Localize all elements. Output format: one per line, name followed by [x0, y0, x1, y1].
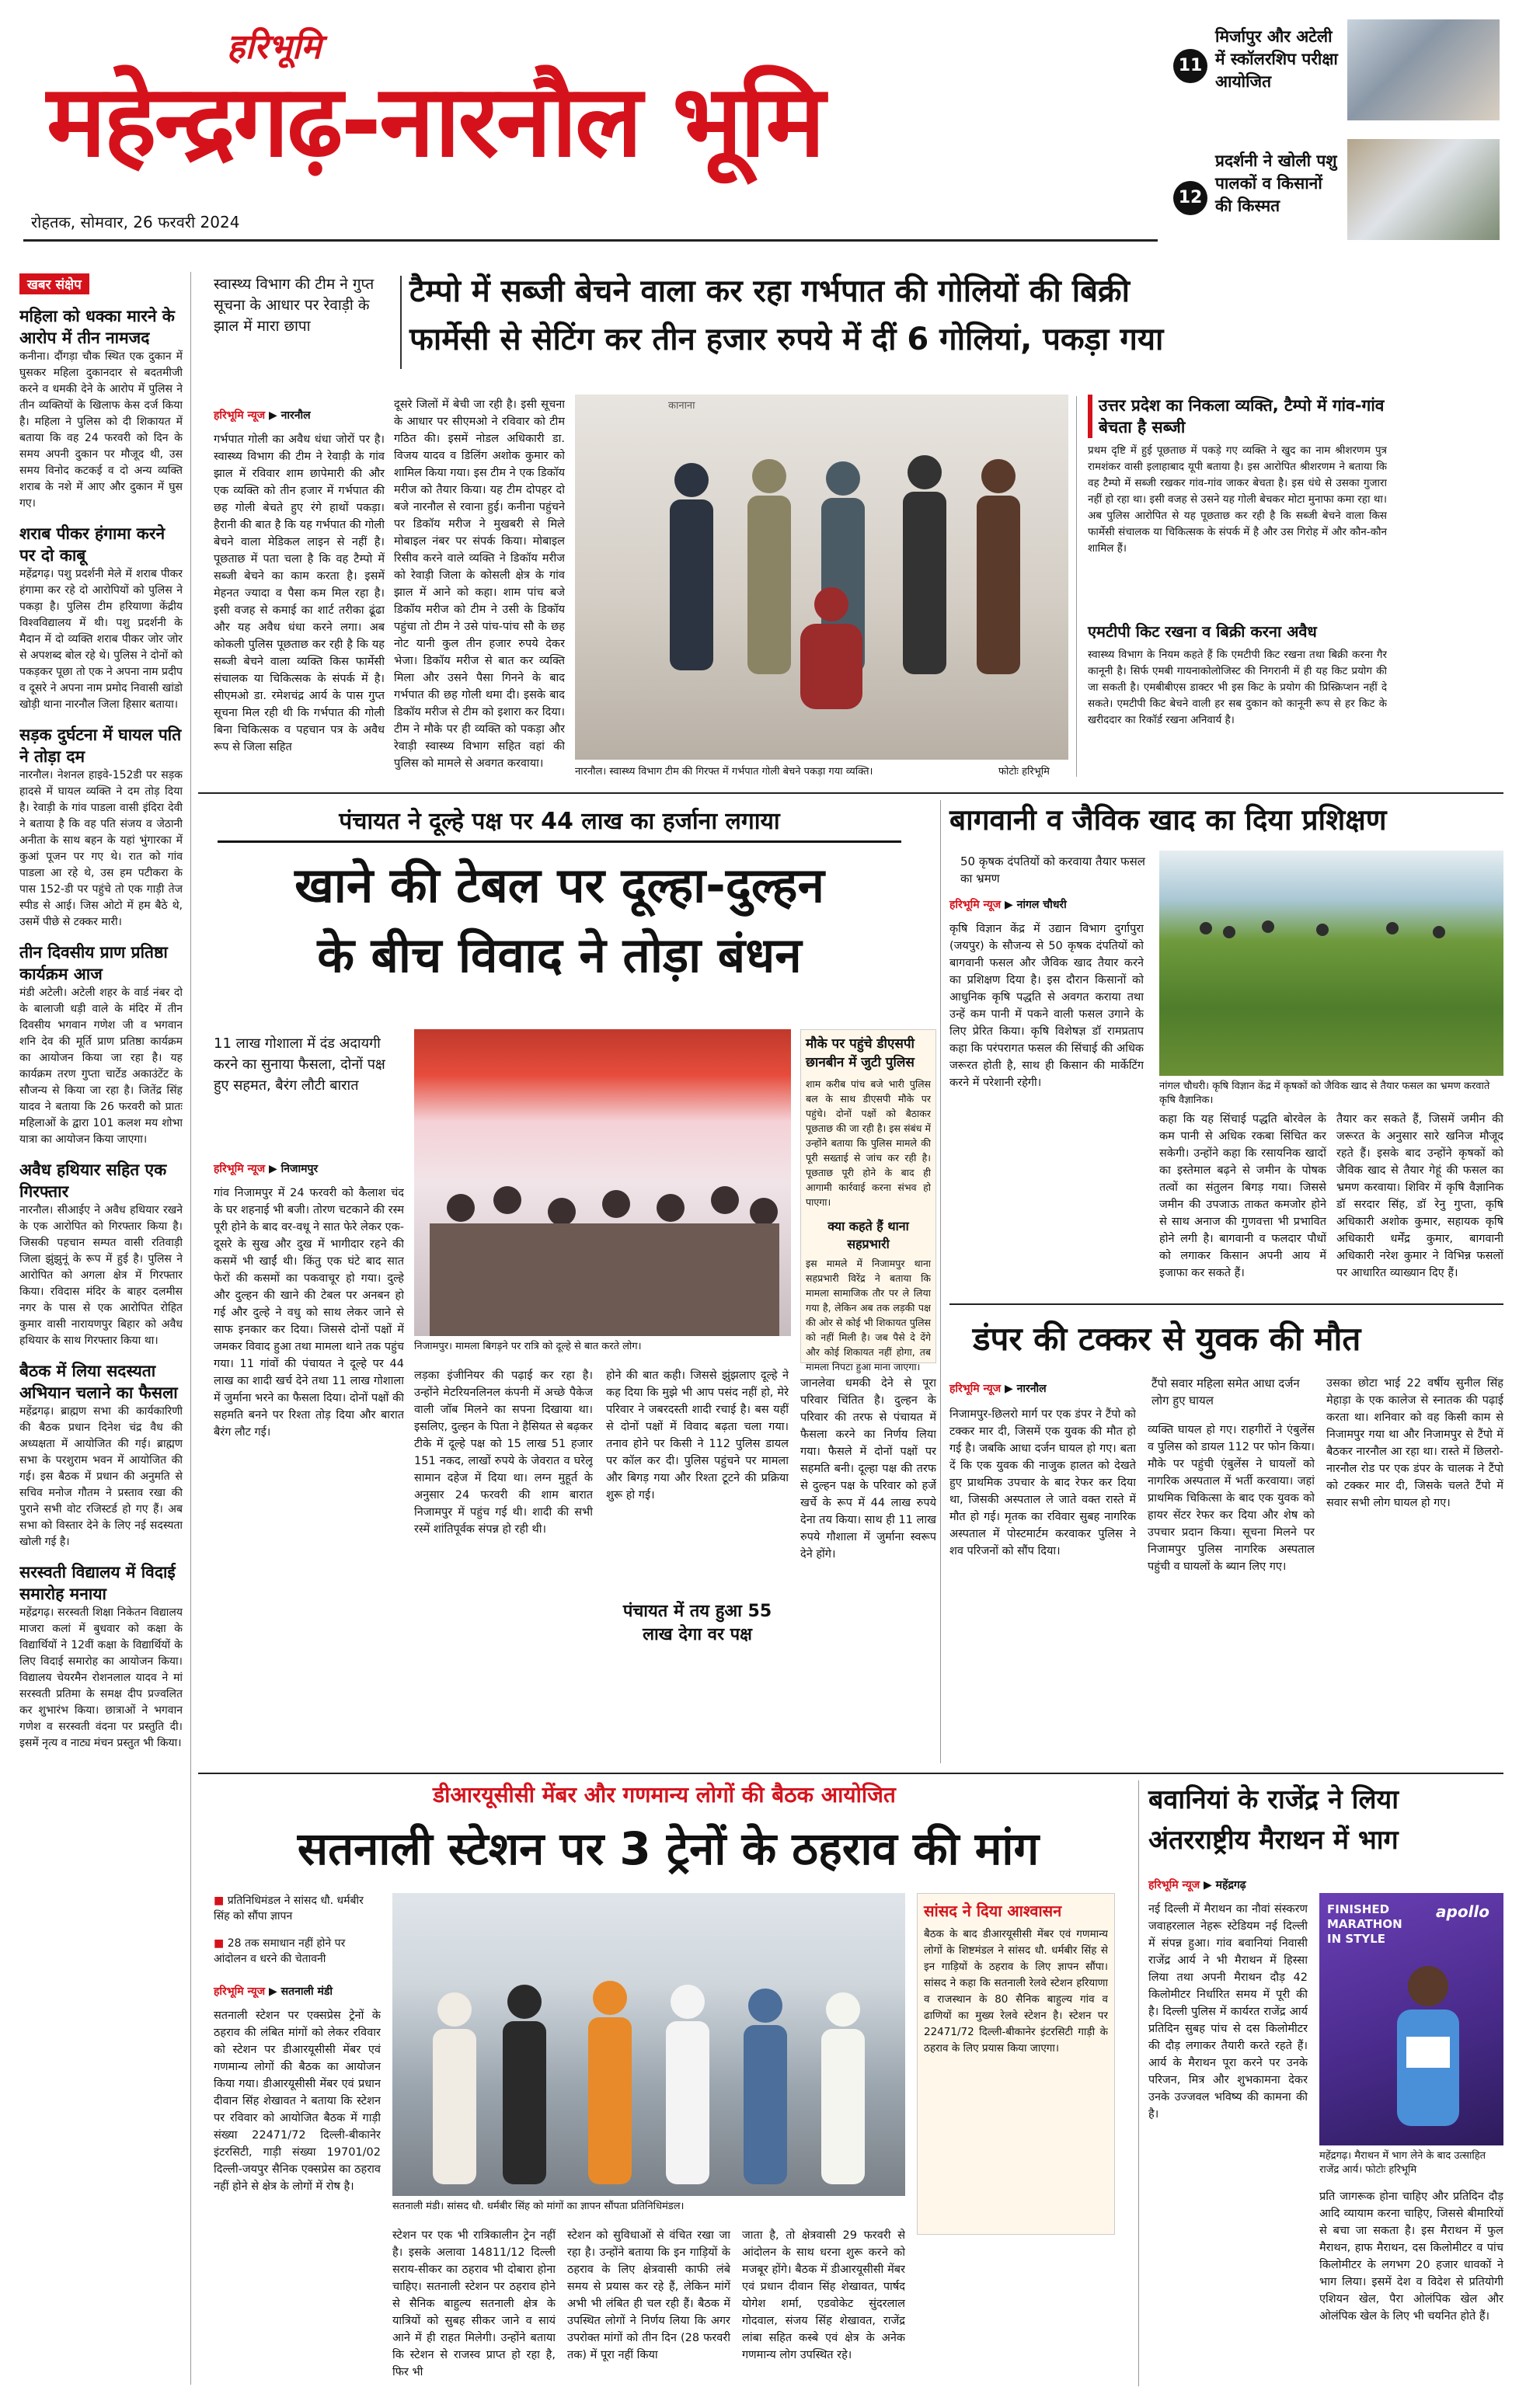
farm-col-1: कृषि विज्ञान केंद्र में उद्यान विभाग दुर्गापुरा (जयपुर) के सौजन्य से 50 कृषक दंपतियों को बागवानी फसल और जैविक खाद तैयार करने का प्रशिक्षण दिया है। इस दौरान किसानों को आधुनिक कृषि पद्धति से अवगत कराया तथा उन्हें कम पानी में पकने वाली फसल उगाने के लिए प्रेरित किया। कृषि विशेषज्ञ डॉ रामप्रताप कहा कि परंपरागत फसल की सिंचाई की अधिक जरूरत होती है, साथ ही किसान की मार्केटिंग करने में परेशानी रहेगी। [949, 923, 1144, 1089]
station-photo [392, 1893, 905, 2196]
marathon-photo-caption: महेंद्रगढ़। मैराथन में भाग लेने के बाद उत्साहित राजेंद्र आर्य। फोटोः हरिभूमि [1319, 2150, 1486, 2176]
brief-headline: सरस्वती विद्यालय में विदाई समारोह मनाया [19, 1563, 176, 1603]
wedding-col-2: लड़का इंजीनियर की पढ़ाई कर रहा है। उन्होंने मेटरियनलिनल कंपनी में अच्छे पैकेज वाली जॉब मिलने का सपना दिखाया था। इसलिए, दुल्हन के पिता ने हैसियत से बढ़कर टीके में दूल्हे पक्ष को 15 लाख 51 हजार 151 नकद, लाखों रुपये के जेवरात व घरेलू सामान दहेज में दिया था। लग्न मुहूर्त के अनुसार 24 फरवरी की शाम बारात निजामपुर में पहुंच गई थी। शादी की सभी रस्में शांतिपूर्वक संपन्न हो रही थी। [414, 1369, 593, 1536]
wedding-headline: खाने की टेबल पर दूल्हा-दुल्हन [294, 857, 824, 913]
lead-col-1: गर्भपात गोली का अवैध धंधा जोरों पर है। स्वास्थ्य विभाग की टीम ने रेवाड़ी के गांव झाल में रविवार शाम छापेमारी की और एक व्यक्ति को तीन हजार में गर्भपात की छह गोली बेचते हुए रंगे हाथों पकड़ा। हैरानी की बात है कि यह गर्भपात की गोली बेचने वाला मेडिकल लाइन से नहीं है। पूछताछ में पता चला है कि वह टैम्पो में सब्जी बेचने का काम करता है। इसमें मेहनत ज्यादा व पैसा कम मिल रहा है। इसी वजह से कमाई का शार्ट तरीका ढूंढा और यह अवैध धंधा करने लगा। अब कोकली पुलिस पूछताछ कर रही है कि यह सब्जी बेचने वाला व्यक्ति किस फार्मेसी संचालक या चिकित्सक के संपर्क में है। सीएमओ डा. रमेशचंद्र आर्य के पास गुप्त सूचना मिल रही थी कि गर्भपात की गोली बिना चिकित्सक व पहचान पत्र के अवैध रूप से जिला सहित [214, 433, 385, 753]
wedding-col-4: जानलेवा धमकी देने से पूरा परिवार चिंतित है। दुल्हन के परिवार की तरफ से पंचायत में फैसला करने का निर्णय लिया गया। फैसले में दोनों पक्षों पर सहमति बनी। दूल्हा पक्ष की तरफ से दुल्हन पक्ष के परिवार को हर्जे खर्चे के रूप में 44 लाख रुपये देना तय किया। साथ ही 11 लाख रुपये गौशाला में जुर्माना स्वरूप देने होंगे। [800, 1377, 936, 1561]
teaser-photo [1347, 139, 1500, 240]
wedding-col-3: होने की बात कही। जिससे झुंझलाए दूल्हे ने कह दिया कि मुझे भी आप पसंद नहीं हो, मेरे परिवार ने जबरदस्ती शादी रचाई है। बस यहीं से दोनों पक्षों में विवाद बढ़ता चला गया। तनाव होने पर किसी ने 112 पुलिस डायल पर कॉल कर दी। पुलिस पहुंचने पर मामला और बिगड़ गया और रिश्ता टूटने की प्रक्रिया शुरू हो गई। [606, 1369, 789, 1502]
teaser-photo [1347, 19, 1500, 120]
briefs-column [19, 273, 183, 2371]
page-title: महेन्द्रगढ़-नारनौल भूमि [47, 64, 824, 179]
teaser-page-badge: 11 [1173, 49, 1207, 83]
lead-photo-credit: फोटोः हरिभूमि [998, 766, 1050, 778]
marathon-byline: हरिभूमि न्यूज ▶ महेंद्रगढ़ [1148, 1879, 1246, 1891]
lead-headline-2: फार्मेसी से सेटिंग कर तीन हजार रुपये में दीं 6 गोलियां, पकड़ा गया [409, 322, 1164, 357]
brief-body: नारनौल। सीआईए ने अवैध हथियार रखने के एक आरोपित को गिरफ्तार किया है। जिसकी पहचान सम्पत वासी रतिवाड़ी जिला झुंझुनूं के रूप में हुई है। पुलिस ने आरोपित को अगला क्षेत्र में गिरफ्तार किया। रविदास मंदिर के बाहर दलमीस नगर के पास से एक आरोपित रोहित कुमार वासी नारायणपुर बिहार को अवैध हथियार के साथ गिरफ्तार किया था। [19, 1204, 183, 1347]
wedding-headline-2: के बीच विवाद ने तोड़ा बंधन [317, 927, 802, 983]
marathon-banner-brand: apollo [1436, 1902, 1490, 1921]
brief-headline: तीन दिवसीय प्राण प्रतिष्ठा कार्यक्रम आज [19, 943, 168, 983]
brief-body: महेंद्रगढ़। सरस्वती शिक्षा निकेतन विद्यालय माजरा कलां में बुधवार को कक्षा के विद्यार्थियों ने 12वीं कक्षा के विद्यार्थियों के लिए विदाई समारोह का आयोजन किया। विद्यालय चेयरमैन रोशनलाल यादव ने मां सरस्वती प्रतिमा के समक्ष दीप प्रज्वलित कर शुभारंभ किया। छात्राओं ने भगवान गणेश व सरस्वती वंदना पर प्रस्तुति दी। इसमें नृत्य व नाट्य मंचन प्रस्तुत भी किया। [19, 1606, 183, 1749]
farm-photo [1159, 851, 1503, 1076]
brief-headline: शराब पीकर हंगामा करने पर दो काबू [19, 524, 165, 565]
station-bullet-1: ■ प्रतिनिधिमंडल ने सांसद धौ. धर्मबीर सिंह को सौंपा ज्ञापन [214, 1895, 364, 1923]
lead-side-head: उत्तर प्रदेश का निकला व्यक्ति, टैम्पो में गांव-गांव बेचता है सब्जी [1088, 395, 1391, 438]
wedding-summary: 11 लाख गोशाला में दंड अदायगी करने का सुनाया फैसला, दोनों पक्ष हुए सहमत, बैरंग लौटी बारात [214, 1035, 385, 1094]
brief-body: महेंद्रगढ़। पशु प्रदर्शनी मेले में शराब पीकर हंगामा कर रहे दो आरोपियों को पुलिस ने पकड़ा है। पुलिस टीम हरियाणा केंद्रीय विश्वविद्यालय में थी। पशु प्रदर्शनी के मैदान में दो व्यक्ति शराब पीकर जोर जोर से अपशब्द बोल रहे थे। पुलिस ने दोनों को पकड़कर पूछा तो एक ने अपना नाम प्रदीप व दूसरे ने अपना नाम प्रमोद निवासी खांडो खोड़ी थाना नारनौल जिला हिसार बताया। [19, 568, 183, 711]
farm-photo-people [1159, 851, 1503, 1076]
brief-headline: अवैध हथियार सहित एक गिरफ्तार [19, 1161, 167, 1201]
dumper-headline: डंपर की टक्कर से युवक की मौत [973, 1320, 1361, 1358]
teaser-1[interactable] [1173, 19, 1500, 124]
brief-body: महेंद्रगढ़। ब्राह्मण सभा की कार्यकारिणी की बैठक प्रधान दिनेश चंद्र वैध की अध्यक्षता में आयोजित की गई। ब्राह्मण सभा के परशुराम भवन में आयोजित की गई। इस बैठक में प्रधान की अनुमति से सचिव मनोज गौतम ने प्रस्ताव रखा की पुराने सभी वोट रजिस्टर्ड हो गए हैं। अब सभा को विस्तार देने के लिए नई सदस्यता खोली गई है। [19, 1405, 183, 1548]
wedding-box [800, 1029, 936, 1373]
marathon-story [1148, 1780, 1503, 2394]
brief-body: कनीना। दौंगड़ा चौक स्थित एक दुकान में घुसकर महिला दुकानदार से बदतमीजी करने व धमकी देने के आरोप में पुलिस ने तीन व्यक्तियों के खिलाफ केस दर्ज किया है। महिला ने पुलिस को दी शिकायत में बताया कि वह 24 फरवरी को दिन के समय अपनी दुकान पर मौजूद थी, उस समय विनोद कटकई व दो अन्य व्यक्ति शराब के नशे में आए और दुकान में घुस गए। [19, 350, 183, 510]
marathon-col-2: प्रति जागरूक होना चाहिए और प्रतिदिन दौड़ आदि व्यायाम करना चाहिए, जिससे बीमारियों से बचा जा सकता है। इस मैराथन में फुल मैराथन, हाफ मैराथन, दस किलोमीटर व पांच किलोमीटर के लगभग 20 हजार धावकों ने भाग लिया। इसमें देश व विदेश से प्रतियोगी एशियन खेल, पैरा ओलंपिक खेल और ओलंपिक खेल के लिए भी चयनित होते हैं। [1319, 2191, 1503, 2323]
lead-kicker: स्वास्थ्य विभाग की टीम ने गुप्त सूचना के आधार पर रेवाड़ी के झाल में मारा छापा [214, 276, 375, 335]
lead-byline: हरिभूमि न्यूज ▶ नारनौल [214, 409, 311, 422]
lead-headline: टैम्पो में सब्जी बेचने वाला कर रहा गर्भपात की गोलियों की बिक्री [409, 273, 1130, 309]
teaser-panel [1173, 19, 1500, 245]
lead-story [198, 268, 1503, 788]
wedding-quote-body: इस मामले में निजामपुर थाना सहप्रभारी विरेंद्र ने बताया कि मामला सामाजिक तौर पर ले लिया गया है, लेकिन अब तक लड़की पक्ष की ओर से कोई भी शिकायत पुलिस को नहीं मिली है। जब पैसे दे देंगे और कोई शिकायत नहीं होगा, तब मामला निपटा हुआ माना जाएगा। [806, 1258, 931, 1373]
dateline: रोहतक, सोमवार, 26 फरवरी 2024 [31, 213, 240, 231]
wedding-byline: हरिभूमि न्यूज ▶ निजामपुर [214, 1163, 319, 1175]
briefs-label: खबर संक्षेप [19, 273, 89, 294]
station-photo-people [392, 1893, 905, 2196]
station-box-head: सांसद ने दिया आश्वासन [924, 1902, 1062, 1920]
lead-side-body-2: स्वास्थ्य विभाग के नियम कहते हैं कि एमटीपी किट रखना तथा बिक्री करना गैर कानूनी है। सिर्फ एमबी गायनाकोलोजिस्ट की निगरानी में ही यह किट प्रयोग की जा सकती है। एमबीबीएस डाक्टर भी इस किट के प्रयोग की प्रिस्क्रिप्शन नहीं दे सकते। एमटीपी किट बेचने वाली हर सब दुकान को कानूनी रूप से हर किट के खरीददार का रिकॉर्ड रखना अनिवार्य है। [1088, 649, 1387, 726]
station-col-1: सतनाली स्टेशन पर एक्सप्रेस ट्रेनों के ठहराव की लंबित मांगों को लेकर रविवार को स्टेशन पर डीआरयूसीसी मेंबर एवं गणमान्य लोगों की बैठक का आयोजन किया गया। डीआरयूसीसी मेंबर एवं प्रधान दीवान सिंह शेखावत ने बताया कि स्टेशन पर रविवार को आयोजित बैठक में गाड़ी संख्या 22471/72 दिल्ली-बीकानेर इंटरसिटी, गाड़ी संख्या 19701/02 दिल्ली-जयपुर सैनिक एक्सप्रेस का ठहराव नहीं होने से क्षेत्र के लोगों में रोष है। [214, 2010, 381, 2193]
brief-body: मंडी अटेली। अटेली शहर के वार्ड नंबर दो के बालाजी धड़ी वाले के मंदिर में तीन दिवसीय भगवान गणेश जी व भगवान शनि देव की मूर्ति प्राण प्रतिष्ठा कार्यक्रम का आयोजन किया जा रहा है। यह कार्यक्रम तरण गुप्ता चार्टेड अकाउंटेंट के सौजन्य से किया जा रहा है। जितेंद्र सिंह यादव ने बताया कि 26 फरवरी को प्रातः महिलाओं के द्वारा 101 कलश मय शोभा यात्रा का आयोजन किया जाएगा। [19, 987, 183, 1146]
station-box [917, 1893, 1115, 2235]
teaser-text: प्रदर्शनी ने खोली पशु पालकों व किसानों की किस्मत [1215, 151, 1337, 215]
station-col-3: स्टेशन को सुविधाओं से वंचित रखा जा रहा है। उन्होंने बताया कि इन गाड़ियों के ठहराव के लिए क्षेत्रवासी काफी लंबे समय से प्रयास कर रहे हैं, लेकिन मांगें अभी भी लंबित ही चल रही हैं। बैठक में उपस्थित लोगों ने निर्णय लिया कि अगर उपरोक्त मांगों को तीन दिन (28 फरवरी तक) में पूरा नहीं किया [567, 2229, 730, 2361]
lead-photo-caption: नारनौल। स्वास्थ्य विभाग टीम की गिरफ्त में गर्भपात गोली बेचने पकड़ा गया व्यक्ति। [575, 766, 873, 778]
wedding-mid-head: पंचायत में तय हुआ 55 लाख देगा वर पक्ष [622, 1602, 772, 1644]
marathon-photo-credit: फोटोः हरिभूमि [1365, 2164, 1417, 2176]
farm-col-2: कहा कि यह सिंचाई पद्धति बोरवेल के कम पानी से अधिक रकबा सिंचित कर सकेगी। उन्होंने कहा कि रसायनिक खादों का इस्तेमाल बढ़ने से जमीन के पोषक तत्वों का संतुलन बिगड़ गया। जिससे जमीन की उपजाऊ ताकत कमजोर होने से साथ अनाज की गुणवत्ता भी प्रभावित होने लगी है। बागवानी व फलदार पौधों को लगाकर किसान अपनी आय में इजाफा कर सकते हैं। [1159, 1113, 1326, 1279]
dumper-byline: हरिभूमि न्यूज ▶ नारनौल [949, 1383, 1047, 1395]
station-byline: हरिभूमि न्यूज ▶ सतनाली मंडी [214, 1985, 333, 1998]
wedding-kicker: पंचायत ने दूल्हे पक्ष पर 44 लाख का हर्जाना लगाया [218, 804, 901, 843]
teaser-2[interactable] [1173, 136, 1500, 241]
wedding-photo-caption: निजामपुर। मामला बिगड़ने पर रात्रि को दूल्हे से बात करते लोग। [414, 1341, 642, 1352]
station-headline: सतनाली स्टेशन पर 3 ट्रेनों के ठहराव की मांग [297, 1822, 1040, 1875]
marathon-headline-2: अंतरराष्ट्रीय मैराथन में भाग [1148, 1825, 1399, 1856]
farm-kicker: 50 कृषक दंपतियों को करवाया तैयार फसल का भ्रमण [960, 854, 1145, 886]
briefs-list [19, 305, 183, 1752]
farm-headline: बागवानी व जैविक खाद का दिया प्रशिक्षण [949, 803, 1387, 837]
wedding-photo [414, 1029, 791, 1336]
dumper-kicker: टैंपो सवार महिला समेत आधा दर्जन लोग हुए घायल [1151, 1376, 1300, 1408]
lead-col-2: दूसरे जिलों में बेची जा रही है। इसी सूचना के आधार पर सीएमओ ने रविवार को टीम गठित की। इसमें नोडल अधिकारी डा. विजय यादव व डिलिंग अशोक कुमार को शामिल किया गया। इस टीम ने एक डिकॉय मरीज को तैयार किया। यह टीम दोपहर दो बजे नारनौल से रवाना हुई। कनीना पहुंचने पर डिकॉय मरीज ने मुखबरी से मिले मोबाइल नंबर पर संपर्क किया। मोबाइल रिसीव करने वाले व्यक्ति ने डिकॉय मरीज को रेवाड़ी जिला के कोसली क्षेत्र के गांव झाल में आने को कहा। शाम पांच बजे डिकॉय मरीज को टीम ने उसी के डिकॉय पहुंचा तो टीम ने उसे पांच-पांच सौ के छह नोट यानी कुल तीन हजार रुपये देकर भेजा। डिकॉय मरीज से बात कर व्यक्ति मिला और उसने पैसा गिनने के बाद गर्भपात की छह गोली थमा दी। इसके बाद डिकॉय मरीज से टीम को इशारा कर दिया। टीम ने मौके पर ही व्यक्ति को पकड़ा और रेवाड़ी स्वास्थ्य विभाग सहित वहां की पुलिस को मामले से अवगत करवाया। [394, 398, 565, 770]
teaser-text: मिर्जापुर और अटेली में स्कॉलरशिप परीक्षा आयोजित [1215, 27, 1338, 91]
wedding-box-body: शाम करीब पांच बजे भारी पुलिस बल के साथ डीएसपी मौके पर पहुंचे। दोनों पक्षों को बैठाकर पूछताछ की जा रही है। इस संबंध में उन्होंने बताया कि पुलिस मामले की पूरी सख्ताई से जांच कर रही है। पूछताछ पूरी होने के बाद ही आगामी कार्रवाई करना संभव हो पाएगा। [806, 1078, 931, 1208]
brand-logo: हरिभूमि [227, 27, 322, 67]
dumper-col-3: उसका छोटा भाई 22 वर्षीय सुनील सिंह मेहाड़ा के एक कालेज से स्नातक की पढ़ाई करता था। शनिवार को वह किसी काम से निजामपुर गया था और निजामपुर से टैंपो में बैठकर नारनौल आ रहा था। रास्ते में छिलरो-नारनौल रोड पर एक डंपर के चालक ने टैंपो को टक्कर मार दी, जिसके चलते टैंपो में सवार सभी लोग घायल हो गए। [1326, 1377, 1503, 1509]
farm-col-3: तैयार कर सकते हैं, जिसमें जमीन की जरूरत के अनुसार सारे खनिज मौजूद रहते हैं। इसके बाद उन्होंने कृषकों को जैविक खाद से तैयार गेहूं की फसल का भ्रमण करवाया। शिविर में कृषि वैज्ञानिक डॉ सरदार सिंह, डॉ रेनु गुप्ता, कृषि अधिकारी अशोक कुमार, सहायक कृषि अधिकारी धर्मेंद्र कुमार, बागवानी अधिकारी नरेश कुमार ने विभिन्न फसलों पर आधारित व्याख्यान दिए हैं। [1336, 1113, 1503, 1279]
station-kicker: डीआरयूसीसी मेंबर और गणमान्य लोगों की बैठक आयोजित [433, 1782, 896, 1808]
dumper-col-2: व्यक्ति घायल हो गए। राहगीरों ने एंबुलेंस व पुलिस को डायल 112 पर फोन किया। मौके पर पहुंची एंबुलेंस ने घायलों को नागरिक अस्पताल में भर्ती करवाया। जहां प्राथमिक चिकित्सा के बाद एक युवक को हायर सेंटर रेफर कर दिया और शेष को उपचार प्रदान किया। सूचना मिलने पर निजामपुर पुलिस नागरिक अस्पताल पहुंची व घायलों के ब्यान लिए गए। [1148, 1424, 1315, 1573]
brief-headline: महिला को धक्का मारने के आरोप में तीन नामजद [19, 307, 175, 347]
station-col-2: स्टेशन पर एक भी रात्रिकालीन ट्रेन नहीं है। इसके अलावा 14811/12 दिल्ली सराय-सीकर का ठहराव भी दोबारा होना चाहिए। सतनाली स्टेशन पर ठहराव होने से सैनिक बाहुल्य सतनाली क्षेत्र के यात्रियों को सुबह सीकर जाने व सायं आने में ही राहत मिलेगी। उन्होंने बताया कि स्टेशन से राजस्व प्राप्त हो रहा है, फिर भी [392, 2229, 556, 2378]
dumper-col-1: निजामपुर-छिलरो मार्ग पर एक डंपर ने टैंपो को टक्कर मार दी, जिसमें एक युवक की मौत हो गई है। जबकि आधा दर्जन घायल हो गए। बता दें कि एक युवक की नाजुक हालत को देखते हुए प्राथमिक उपचार के बाद रेफर कर दिया था, जिसकी अस्पताल ले जाते वक्त रास्ते में मौत हो गई। मृतक का रविवार सुबह नागरिक अस्पताल में पोस्टमार्टम करवाकर पुलिस ने शव परिजनों को सौंप दिया। [949, 1408, 1136, 1557]
station-photo-caption: सतनाली मंडी। सांसद धौ. धर्मबीर सिंह को मांगों का ज्ञापन सौंपता प्रतिनिधिमंडल। [392, 2201, 685, 2212]
marathon-headline: बवानियां के राजेंद्र ने लिया [1148, 1784, 1399, 1815]
brief-headline: बैठक में लिया सदस्यता अभियान चलाने का फैसला [19, 1362, 178, 1402]
brief-headline: सड़क दुर्घटना में घायल पति ने तोड़ा दम [19, 726, 182, 766]
station-box-body: बैठक के बाद डीआरयूसीसी मेंबर एवं गणमान्य लोगों के शिष्टमंडल ने सांसद धौ. धर्मबीर सिंह से इन गाड़ियों के ठहराव के लिए ज्ञापन सौंपा। सांसद ने कहा कि सतनाली रेलवे स्टेशन हरियाणा व राजस्थान के 80 सैनिक बाहुल्य गांव व ढाणियों का मुख्य रेलवे स्टेशन है। स्टेशन पर 22471/72 दिल्ली-बीकानेर इंटरसिटी गाड़ी के ठहराव के लिए प्रयास किया जाएगा। [924, 1928, 1108, 2055]
station-col-4: जाता है, तो क्षेत्रवासी 29 फरवरी से आंदोलन के साथ धरना शुरू करने को मजबूर होंगे। बैठक में डीआरयूसीसी मेंबर एवं प्रधान दीवान सिंह शेखावत, पार्षद योगेश शर्मा, एडवोकेट सुंदरलाल गोदवाल, संजय सिंह शेखावत, राजेंद्र लांबा सहित कस्बे एवं क्षेत्र के अनेक गणमान्य लोग उपस्थित रहे। [742, 2229, 905, 2361]
station-bullet-2: ■ 28 तक समाधान नहीं होने पर आंदोलन व धरने की चेतावनी [214, 1937, 346, 1965]
wedding-box-head: मौके पर पहुंचे डीएसपी छानबीन में जुटी पुलिस [806, 1036, 915, 1070]
wedding-photo-crowd [414, 1029, 791, 1336]
farm-byline: हरिभूमि न्यूज ▶ नांगल चौधरी [949, 899, 1067, 911]
lead-side-body: प्रथम दृष्टि में हुई पूछताछ में पकड़े गए व्यक्ति ने खुद का नाम श्रीशरणम पुत्र रामशंकर वासी इलाहाबाद यूपी बताया है। इस आरोपित श्रीशरणम ने बताया कि वह टैम्पो में सब्जी रखकर गांव-गांव जाकर बेचता है। इस धंधे से उसका गुजारा नहीं हो रहा था। इसी वजह से उसने यह गोली बेचकर मोटा मुनाफा कमा रहा था। अब पुलिस आरोपित से यह पूछताछ कर रही है कि सब्जी बेचने वाला किस फार्मेसी संचालक या चिकित्सक के संपर्क में है और उस गिरोह में और कौन-कौन शामिल हैं। [1088, 444, 1387, 555]
lead-photo: कानाना [575, 395, 1068, 760]
masthead [23, 0, 1158, 256]
marathon-runner [1319, 1893, 1503, 2145]
marathon-photo [1319, 1893, 1503, 2145]
farm-story [949, 800, 1503, 1297]
teaser-page-badge: 12 [1173, 181, 1207, 215]
brief-body: नारनौल। नेशनल हाइवे-152डी पर सड़क हादसे में घायल व्यक्ति ने दम तोड़ दिया है। रेवाड़ी के गांव पाडला वासी इंदिरा देवी ने बताया है कि वह पति संजय व जेठानी अनीता के साथ बहन के यहां भुंगारका में कुआं पूजन पर गए थे। रात को गांव पाडला आ रहे थे, उस हम पटीकरा के पास 152-डी पर पहुंचे तो एक गाड़ी तेज स्पीड से आई। जिस ओटो में हम बैठे थे, उसमें पीछे से टक्कर मारी। [19, 769, 183, 928]
station-story [198, 1780, 1131, 2394]
farm-photo-caption: नांगल चौधरी। कृषि विज्ञान केंद्र में कृषकों को जैविक खाद से तैयार फसल का भ्रमण करवाते कृषि वैज्ञानिक। [1159, 1080, 1490, 1106]
lead-side-head-2: एमटीपी किट रखना व बिक्री करना अवैध [1088, 622, 1317, 641]
dumper-story [949, 1313, 1503, 1767]
marathon-banner-text: FINISHED MARATHON IN STYLE [1327, 1902, 1402, 1946]
lead-photo-people [575, 395, 1068, 760]
marathon-col-1: नई दिल्ली में मैराथन का नौवां संस्करण जवाहरलाल नेहरू स्टेडियम नई दिल्ली में संपन्न हुआ। गांव बवानियां निवासी राजेंद्र आर्य ने भी मैराथन में हिस्सा लिया तथा अपनी मैराथन दौड़ 42 किलोमीटर निर्धारित समय में पूरी की है। दिल्ली पुलिस में कार्यरत राजेंद्र आर्य प्रतिदिन सुबह पांच से दस किलोमीटर की दौड़ लगाकर तैयारी करते रहते हैं। आर्य के मैराथन पूरा करने पर उनके परिजन, मित्र और शुभकामना देकर उनके उज्जवल भविष्य की कामना की है। [1148, 1903, 1308, 2121]
wedding-story [198, 800, 936, 1771]
wedding-col-1: गांव निजामपुर में 24 फरवरी को कैलाश चंद के घर शहनाई भी बजी। तोरण चटकाने की रस्म पूरी होने के बाद वर-वधू ने सात फेरे लेकर एक-दूसरे के सुख और दुख में भागीदार रहने की कसमें भी खाईं थी। किंतु एक घंटे बाद सात फेरों की कसमों का पकवाचूर हो गया। दुल्हे और दुल्हन की खाने की टेबल पर अनबन हो गई और दुल्हे ने वधु को साथ लेकर जाने से साफ इनकार कर दिया। जिससे दोनों पक्षों में जमकर विवाद हुआ तथा मामला थाने तक पहुंच गया। 11 गांवों की पंचायत ने दूल्हे पर 44 लाख का शादी खर्च देने तथा 11 लाख गोशाला में जुर्माना भरने का फैसला दिया। दोनों पक्षों की सहमति बनने पर रिश्ता तोड़ दिया और बारात बैरंग लौट गई। [214, 1187, 404, 1439]
wedding-quote-head: क्या कहते हैं थाना सहप्रभारी [827, 1219, 909, 1251]
